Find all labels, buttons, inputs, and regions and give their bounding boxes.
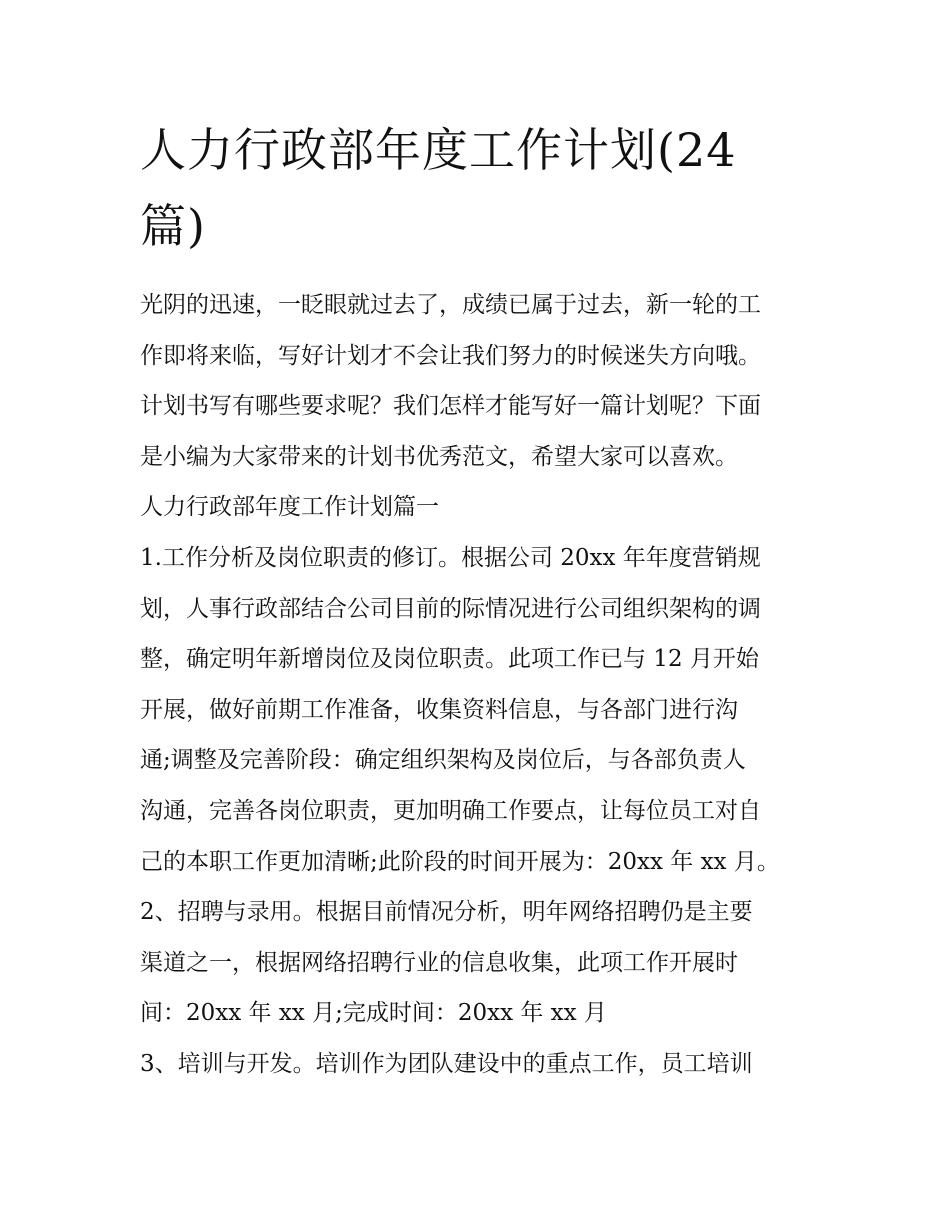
- body-line: 通;调整及完善阶段：确定组织架构及岗位后，与各部负责人: [140, 747, 746, 774]
- body-line: 沟通，完善各岗位职责，更加明确工作要点，让每位员工对自: [140, 797, 761, 824]
- title-line: 人力行政部年度工作计划(24: [140, 123, 737, 177]
- intro-line: 作即将来临，写好计划才不会让我们努力的时候迷失方向哦。: [140, 342, 761, 369]
- intro-line: 计划书写有哪些要求呢？我们怎样才能写好一篇计划呢？下面: [140, 393, 761, 420]
- title-line: 篇): [140, 199, 206, 253]
- body-line: 整，确定明年新增岗位及岗位职责。此项工作已与 12 月开始: [140, 646, 759, 673]
- body-line: 间：20xx 年 xx 月;完成时间：20xx 年 xx 月: [140, 1000, 607, 1027]
- body-line: 1.工作分析及岗位职责的修订。根据公司 20xx 年年度营销规: [140, 544, 761, 571]
- document-title: [140, 112, 820, 264]
- body-line: 划，人事行政部结合公司目前的际情况进行公司组织架构的调: [140, 595, 761, 622]
- body-line: 开展，做好前期工作准备，收集资料信息，与各部门进行沟: [140, 696, 738, 723]
- section-heading: 人力行政部年度工作计划篇一: [140, 494, 439, 521]
- body-line: 2、招聘与录用。根据目前情况分析，明年网络招聘仍是主要: [140, 899, 753, 926]
- document-body: [140, 280, 820, 1090]
- body-line: 己的本职工作更加清晰;此阶段的时间开展为：20xx 年 xx 月。: [140, 848, 780, 875]
- intro-line: 光阴的迅速，一眨眼就过去了，成绩已属于过去，新一轮的工: [140, 292, 761, 318]
- body-line: 3、培训与开发。培训作为团队建设中的重点工作，员工培训: [140, 1050, 753, 1077]
- intro-line: 是小编为大家带来的计划书优秀范文，希望大家可以喜欢。: [140, 443, 738, 470]
- body-line: 渠道之一，根据网络招聘行业的信息收集，此项工作开展时: [140, 949, 738, 976]
